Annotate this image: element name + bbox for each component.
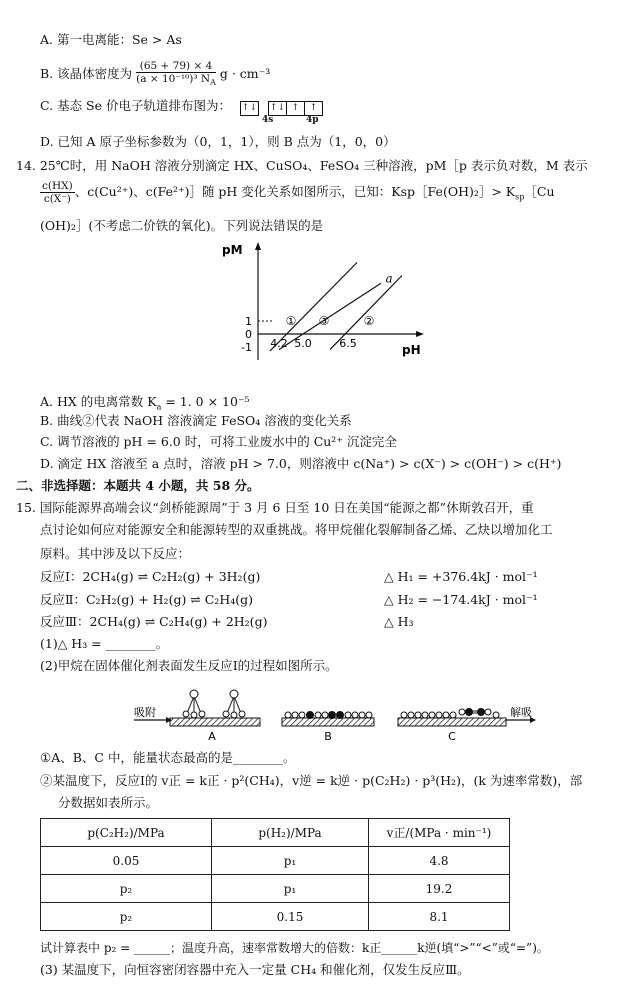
q13-option-b-prefix: B. 该晶体密度为 xyxy=(40,66,133,82)
q14-option-c: C. 调节溶液的 pH = 6.0 时，可将工业废水中的 Cu²⁺ 沉淀完全 xyxy=(40,434,397,449)
section-2-heading: 二、非选择题：本题共 4 小题，共 58 分。 xyxy=(16,478,260,493)
table-row xyxy=(41,903,510,931)
x-axis-label: pH xyxy=(402,343,421,357)
q13-option-c xyxy=(40,98,323,116)
pm-ph-chart xyxy=(222,240,432,368)
q15-calc-line: 试计算表中 p₂ = ______；温度升高，速率常数增大的倍数：k正______k逆(填“>”“<”或“=”)。 xyxy=(40,941,549,955)
q14-option-a: A. HX 的电离常数 $K_a = 1$. 0 × 10⁻⁵ xyxy=(40,394,250,412)
q15-part-2-2b: 分数据如表所示。 xyxy=(58,795,159,810)
q15-part-2-1: ①A、B、C 中，能量状态最高的是________。 xyxy=(40,750,296,765)
desorb-label: 解吸 xyxy=(510,706,532,719)
series-label: ① xyxy=(285,314,297,328)
orbital-box: ↑↓ xyxy=(268,101,287,116)
orbital-box: ↑ xyxy=(287,101,305,116)
q13-option-a: A. 第一电离能：Se > As xyxy=(40,32,182,47)
surface-b xyxy=(282,718,374,726)
y-tick-label: 0 xyxy=(245,328,252,341)
orbital-4s-box xyxy=(240,101,259,116)
methane-molecules-icon xyxy=(183,690,245,718)
enthalpy-2: △ H₂ = −174.4kJ · mol⁻¹ xyxy=(384,592,538,607)
x-tick-label: 5.0 xyxy=(294,337,312,350)
reaction-1: 反应Ⅰ：2CH₄(g) ⇌ C₂H₂(g) + 3H₂(g) xyxy=(40,569,261,584)
figure-label-a: A xyxy=(208,730,216,743)
q15-line-2: 点讨论如何应对能源安全和能源转型的双重挑战。将甲烷催化裂解制备乙烯、乙炔以增加化工 xyxy=(40,522,553,537)
surface-c xyxy=(398,718,506,726)
table-header: p(H₂)/MPa xyxy=(212,819,369,847)
table-header: v正/(MPa · min⁻¹) xyxy=(369,819,510,847)
figure-label-b: B xyxy=(324,730,332,743)
adsorbed-atoms-b-icon xyxy=(285,712,372,719)
q13-option-c-text: C. 基态 Se 价电子轨道排布图为： xyxy=(40,98,231,113)
table-row xyxy=(41,875,510,903)
enthalpy-1: △ H₁ = +376.4kJ · mol⁻¹ xyxy=(384,569,538,584)
fraction-numerator: c(HX) xyxy=(42,180,73,192)
table-cell: 4.8 xyxy=(369,847,510,875)
table-cell: 0.15 xyxy=(212,903,369,931)
q13-option-b xyxy=(40,60,270,89)
q13-option-d: D. 已知 A 原子坐标参数为（0，1，1），则 B 点为（1，0，0） xyxy=(40,134,396,149)
table-cell: p₂ xyxy=(41,875,212,903)
series-line xyxy=(330,276,402,350)
orbital-label-4p: 4p xyxy=(306,115,319,125)
figure-label-c: C xyxy=(448,730,456,743)
table-row xyxy=(41,847,510,875)
table-cell: p₁ xyxy=(212,847,369,875)
q15-part-3: (3) 某温度下，向恒容密闭容器中充入一定量 CH₄ 和催化剂，仅发生反应Ⅲ。 xyxy=(40,962,470,977)
fraction-denominator: c(X⁻) xyxy=(43,193,71,205)
table-cell: p₁ xyxy=(212,875,369,903)
q15-part-2-2a: ②某温度下，反应Ⅰ的 v正 = k正 · p²(CH₄)，v逆 = k逆 · p(C₂H₂) · p³(H₂)，(k 为速率常数)，部 xyxy=(40,773,583,788)
y-tick-label: 1 xyxy=(245,315,252,328)
table-header: p(C₂H₂)/MPa xyxy=(41,819,212,847)
point-a-label: a xyxy=(385,271,393,286)
q14-line-2-end: ［Cu xyxy=(524,184,555,199)
table-cell: 0.05 xyxy=(41,847,212,875)
q15-line-3: 原料。其中涉及以下反应： xyxy=(40,546,191,561)
rate-data-table xyxy=(40,818,510,931)
x-tick-label: 4.2 xyxy=(270,337,288,350)
fraction-denominator: (a × 10⁻¹⁰)³ $N_A$ xyxy=(136,73,216,88)
q14-line-2 xyxy=(40,180,555,206)
series-label: ③ xyxy=(318,314,330,328)
q14-line-3: (OH)₂］(不考虑二价铁的氧化)。下列说法错误的是 xyxy=(40,218,324,233)
table-header-row xyxy=(41,819,510,847)
reaction-2: 反应Ⅱ：C₂H₂(g) + H₂(g) ⇌ C₂H₄(g) xyxy=(40,592,253,607)
y-tick-label: -1 xyxy=(241,341,252,354)
orbital-box: ↑↓ xyxy=(240,101,259,116)
catalyst-process-figure xyxy=(130,682,550,744)
q15-line-1: 15. 国际能源界高端会议“剑桥能源周”于 3 月 6 日至 10 日在美国“能源之都”休斯敦召开，重 xyxy=(16,500,534,515)
q14-option-b: B. 曲线②代表 NaOH 溶液滴定 FeSO₄ 溶液的变化关系 xyxy=(40,413,352,428)
table-cell: p₂ xyxy=(41,903,212,931)
y-axis-arrow-icon xyxy=(255,242,261,250)
adsorb-label: 吸附 xyxy=(134,706,156,719)
y-axis-label: pM xyxy=(222,243,243,257)
reaction-3: 反应Ⅲ：2CH₄(g) ⇌ C₂H₄(g) + 2H₂(g) xyxy=(40,614,268,629)
q14-option-d: D. 滴定 HX 溶液至 a 点时，溶液 pH > 7.0，则溶液中 c(Na⁺) > c(X⁻) > c(OH⁻) > c(H⁺) xyxy=(40,456,562,471)
q15-part-1: (1)△ H₃ = ________。 xyxy=(40,636,169,651)
q15-part-2: (2)甲烷在固体催化剂表面发生反应Ⅰ的过程如图所示。 xyxy=(40,658,338,673)
enthalpy-3: △ H₃ xyxy=(384,614,414,629)
fraction-numerator: (65 + 79) × 4 xyxy=(136,60,216,73)
orbital-4p-boxes xyxy=(268,101,323,116)
q14-line-2-text: 、c(Cu²⁺)、c(Fe²⁺)］随 pH 变化关系如图所示，已知：Ksp［Fe(OH)₂］> K xyxy=(74,184,516,199)
q13-density-fraction xyxy=(136,60,216,89)
orbital-box: ↑ xyxy=(305,101,323,116)
q13-density-unit: g · cm⁻³ xyxy=(219,66,271,82)
q14-ratio-fraction xyxy=(40,180,75,205)
table-cell: 19.2 xyxy=(369,875,510,903)
series-label: ② xyxy=(363,314,375,328)
orbital-label-4s: 4s xyxy=(262,115,274,125)
x-axis-arrow-icon xyxy=(416,331,424,337)
table-cell: 8.1 xyxy=(369,903,510,931)
ksp-subscript: sp xyxy=(515,192,525,202)
q14-line-1: 14. 25℃时，用 NaOH 溶液分别滴定 HX、CuSO₄、FeSO₄ 三种溶液，pM［p 表示负对数，M 表示 xyxy=(16,158,588,173)
x-tick-label: 6.5 xyxy=(339,337,357,350)
adsorbed-atoms-c-icon xyxy=(401,709,499,719)
surface-a xyxy=(170,718,260,726)
